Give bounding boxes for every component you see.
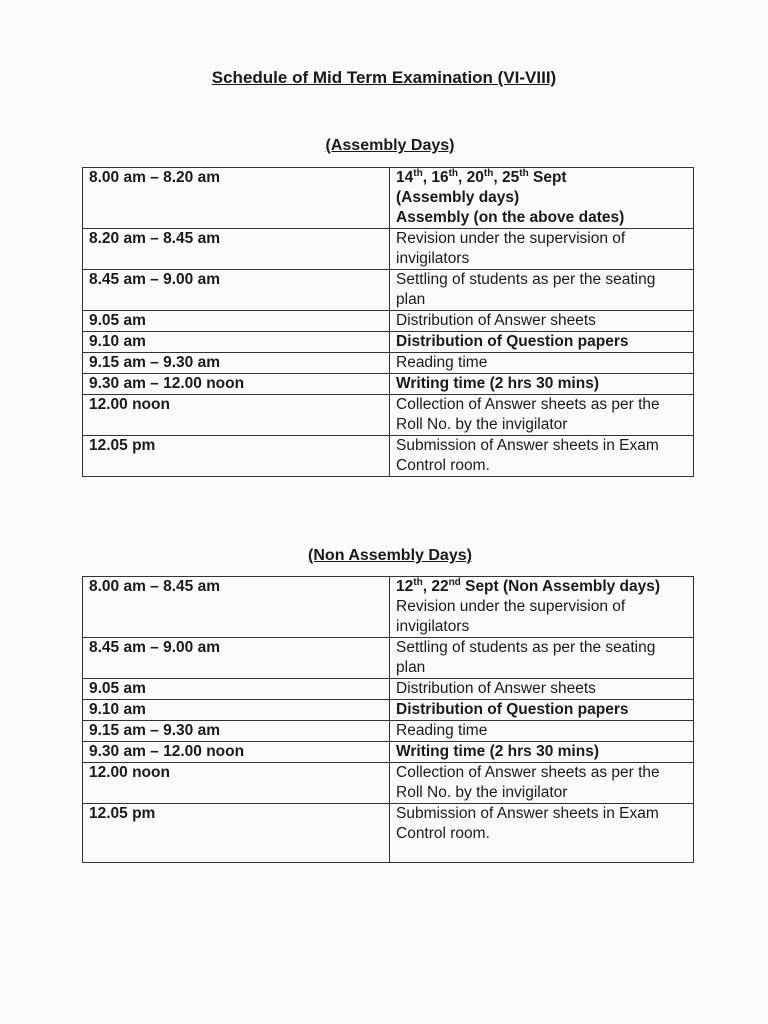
activity-cell: Reading time: [390, 721, 694, 742]
table-row: [83, 311, 694, 332]
activity-cell: Distribution of Answer sheets: [390, 679, 694, 700]
time-cell: 8.45 am – 9.00 am: [83, 638, 390, 679]
activity-cell: Settling of students as per the seating plan: [390, 270, 694, 311]
activity-cell: Distribution of Question papers: [390, 700, 694, 721]
table-row: [83, 229, 694, 270]
activity-cell: Collection of Answer sheets as per the Roll No. by the invigilator: [390, 395, 694, 436]
table-row: [83, 353, 694, 374]
time-cell: 8.20 am – 8.45 am: [83, 229, 390, 270]
activity-cell: Reading time: [390, 353, 694, 374]
non-assembly-dates: 12th, 22nd Sept (Non Assembly days): [396, 576, 661, 595]
time-cell: 9.10 am: [83, 332, 390, 353]
table-row: [83, 332, 694, 353]
non-assembly-days-heading: [6, 547, 768, 565]
time-cell: 9.30 am – 12.00 noon: [83, 742, 390, 763]
assembly-days-heading-text: (Assembly Days): [325, 137, 455, 154]
activity-cell: Distribution of Answer sheets: [390, 311, 694, 332]
assembly-days-heading: [6, 137, 768, 155]
time-cell: 12.00 noon: [83, 395, 390, 436]
table-row: [83, 270, 694, 311]
time-cell: 12.00 noon: [83, 763, 390, 804]
activity-cell: [390, 577, 694, 638]
time-cell: 9.05 am: [83, 311, 390, 332]
activity-cell: Writing time (2 hrs 30 mins): [390, 374, 694, 395]
assembly-dates: 14th, 16th, 20th, 25th Sept: [396, 167, 567, 186]
table-row: [83, 374, 694, 395]
assembly-note: Assembly (on the above dates): [396, 209, 625, 226]
time-cell: 8.00 am – 8.45 am: [83, 577, 390, 638]
table-row: [83, 168, 694, 229]
time-cell: 9.15 am – 9.30 am: [83, 721, 390, 742]
non-assembly-days-heading-text: (Non Assembly Days): [308, 547, 472, 564]
activity-cell: Settling of students as per the seating plan: [390, 638, 694, 679]
revision-note: Revision under the supervision of invigilators: [396, 598, 626, 635]
activity-cell: [390, 168, 694, 229]
table-row: [83, 679, 694, 700]
time-cell: 9.15 am – 9.30 am: [83, 353, 390, 374]
time-cell: 9.05 am: [83, 679, 390, 700]
time-cell: 9.10 am: [83, 700, 390, 721]
table-row: [83, 638, 694, 679]
assembly-days-table: [82, 167, 694, 477]
activity-cell: Revision under the supervision of invigilators: [390, 229, 694, 270]
activity-cell: Distribution of Question papers: [390, 332, 694, 353]
table-row: [83, 742, 694, 763]
table-row: [83, 395, 694, 436]
assembly-days-note: (Assembly days): [396, 189, 520, 206]
time-cell: 8.45 am – 9.00 am: [83, 270, 390, 311]
time-cell: 9.30 am – 12.00 noon: [83, 374, 390, 395]
page-title-text: Schedule of Mid Term Examination (VI-VIII): [211, 68, 557, 87]
activity-cell: Submission of Answer sheets in Exam Control room.: [390, 804, 694, 863]
table-row: [83, 700, 694, 721]
table-row: [83, 721, 694, 742]
page-title: [0, 68, 768, 88]
non-assembly-days-table: [82, 576, 694, 863]
activity-cell: Submission of Answer sheets in Exam Control room.: [390, 436, 694, 477]
time-cell: 12.05 pm: [83, 804, 390, 863]
table-row: [83, 763, 694, 804]
activity-cell: Collection of Answer sheets as per the Roll No. by the invigilator: [390, 763, 694, 804]
time-cell: 12.05 pm: [83, 436, 390, 477]
table-row: [83, 436, 694, 477]
table-row: [83, 804, 694, 863]
time-cell: 8.00 am – 8.20 am: [83, 168, 390, 229]
activity-cell: Writing time (2 hrs 30 mins): [390, 742, 694, 763]
table-row: [83, 577, 694, 638]
